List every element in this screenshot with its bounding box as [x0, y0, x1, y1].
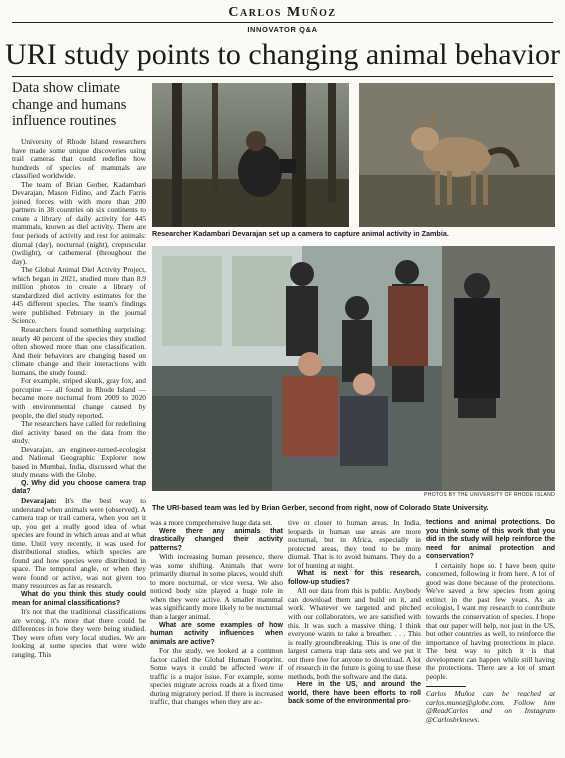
question: What do you think this study could mean for animal classifications? [12, 590, 146, 607]
paragraph: University of Rhode Island researchers have made some unique discoveries using trail cameras that could redefine how hundreds of species of mammals are classified worldwide. [12, 137, 146, 181]
question: Q. Why did you choose camera trap data? [12, 479, 146, 496]
answer: For the study, we looked at a common factor called the Global Human Footprint. Some ways it could be affected were if traffic is a major issue. For example, some species migrate across roads at a fixed time during migratory period. If there is increased traffic, that changes when they are ac- [150, 646, 283, 707]
column-2 [150, 519, 283, 707]
question-continued: tections and animal protections. Do you think some of this work that you did in the study will help reinforce the need for animal protection and conservation? [426, 519, 555, 561]
answer-lead: Devarajan: [21, 495, 57, 505]
byline: Carlos Muñoz [228, 5, 337, 20]
paragraph: The team of Brian Gerber, Kadambari Devarajan, Mason Fidino, and Zach Farris joined forces with with more than 200 partners in 38 countries on six continents to create a library of daily activity for 445 mammals, known as diel activity. There are four periods of activity and rest for animals: diurnal (day), nocturnal (night), crepuscular (twilight), or cathemeral (throughout the day). [12, 179, 146, 266]
caption-team: The URI-based team was led by Brian Gerber, second from right, now of Colorado State University. [152, 503, 489, 512]
answer-continued: tive or closer to human areas. In India, leopards in human use areas are more nocturnal, but in Africa, especially in protected areas, they tend to be more diurnal. That is to avoid humans. They do a lot of hunting at night. [288, 518, 421, 570]
signature-rule [426, 686, 466, 687]
answer: All our data from this is public. Anybody can download them and build on it, and work. Whatever we targeted and pitched with our collaborators, we are satisfied with this. It was such a massive thing, I think everyone wants to take a breather. . . . This is really groundbreaking. This is one of the largest camera trap data sets and we put it out there free for anyone to download. A lot of research in the future is going to use these methods, both the software and the data. [288, 586, 421, 681]
header-rule [12, 22, 553, 23]
column-3 [288, 519, 421, 707]
question: What are some examples of how human activity influences when animals are active? [150, 621, 283, 646]
paragraph: For example, striped skunk, gray fox, and porcupine — all found in Rhode Island — became more nocturnal from 2009 to 2020 with environmental change caused by people, the diel study reported. [12, 376, 146, 420]
answer [12, 497, 146, 591]
answer: With increasing human presence, there was some shifting. Animals that were primarily diurnal in some places, would shift to more nocturnal, or vice versa. We also noticed body size played a huge role in when they were active. A smaller mammal was significantly more likely to be nocturnal than a larger animal. [150, 552, 283, 622]
photo-researcher-camera [152, 83, 349, 227]
kicker: INNOVATOR Q&A [247, 25, 318, 34]
question: Here in the US, and around the world, there have been efforts to roll back some of the environmental pro- [288, 681, 421, 706]
headline: URI study points to changing animal behavior [5, 38, 560, 71]
paragraph: The Global Animal Diel Activity Project, which began in 2021, studied more than 8.9 million photos to create a library of standardized diel activity estimates for the 445 different species. The team's findings were published February in the journal Science. [12, 265, 146, 326]
answer-text: It's the best way to understand when animals were (observed). A camera trap or trail camera, when you set it up, you get a really good idea of what species are found in which areas and at what time. Until very recently, it was used for distributional studies, which species are found and how species were distributed in space. The temporal angle, or when they were found or active, was not given too many resources as far as research. [12, 495, 146, 591]
answer: It's not that the traditional classifications are wrong, it's more that there could be differences in how they were being studied. They were often very local studies. We are looking at some species that were wide ranging. This [12, 607, 146, 659]
photo-credit: PHOTOS BY THE UNIVERSITY OF RHODE ISLAND [424, 492, 555, 498]
answer: I certainly hope so. I have been quite concerned, following it from here. A lot of good was done because of the protections. We've saved a few species from going extinct in the past few years. As an ecologist, I want my research to contribute towards the conservation of species. I hope that our paper will help, not just in the US, but other countries as well, to reinforce the importance of having protections in place. The best way to pitch it is that development can happen while still having the protections. There are a lot of smart people. [426, 560, 555, 681]
photo-team [152, 246, 555, 491]
paragraph: The researchers have called for redefining diel activity based on the data from the study. [12, 419, 146, 446]
author-contact: Carlos Muñoz can be reached at carlos.munoz@globe.com. Follow him @ReadCarlos and on Instagram @Carlosbrknews. [426, 689, 555, 725]
paragraph: Devarajan, an engineer-turned-ecologist and National Geographic Explorer now based in Mumbai, India, discussed what the study means with the Globe. [12, 444, 146, 480]
answer-continued: was a more comprehensive huge data set. [150, 518, 273, 527]
deck: Data show climate change and humans influence routines [12, 80, 127, 130]
photo-jackal [359, 83, 555, 227]
column-4 [426, 519, 555, 725]
column-1 [12, 138, 146, 659]
caption-researcher: Researcher Kadambari Devarajan set up a camera to capture animal activity in Zambia. [152, 229, 449, 238]
paragraph: Researchers found something surprising: nearly 40 percent of the species they studied often showed more than one classification. And their behaviors are changing based on climate change and their interactions with humans, the study found. [12, 325, 146, 377]
headline-rule [12, 76, 553, 77]
question: Were there any animals that drastically changed their activity patterns? [150, 527, 283, 552]
question: What is next for this research, follow-up studies? [288, 570, 421, 586]
